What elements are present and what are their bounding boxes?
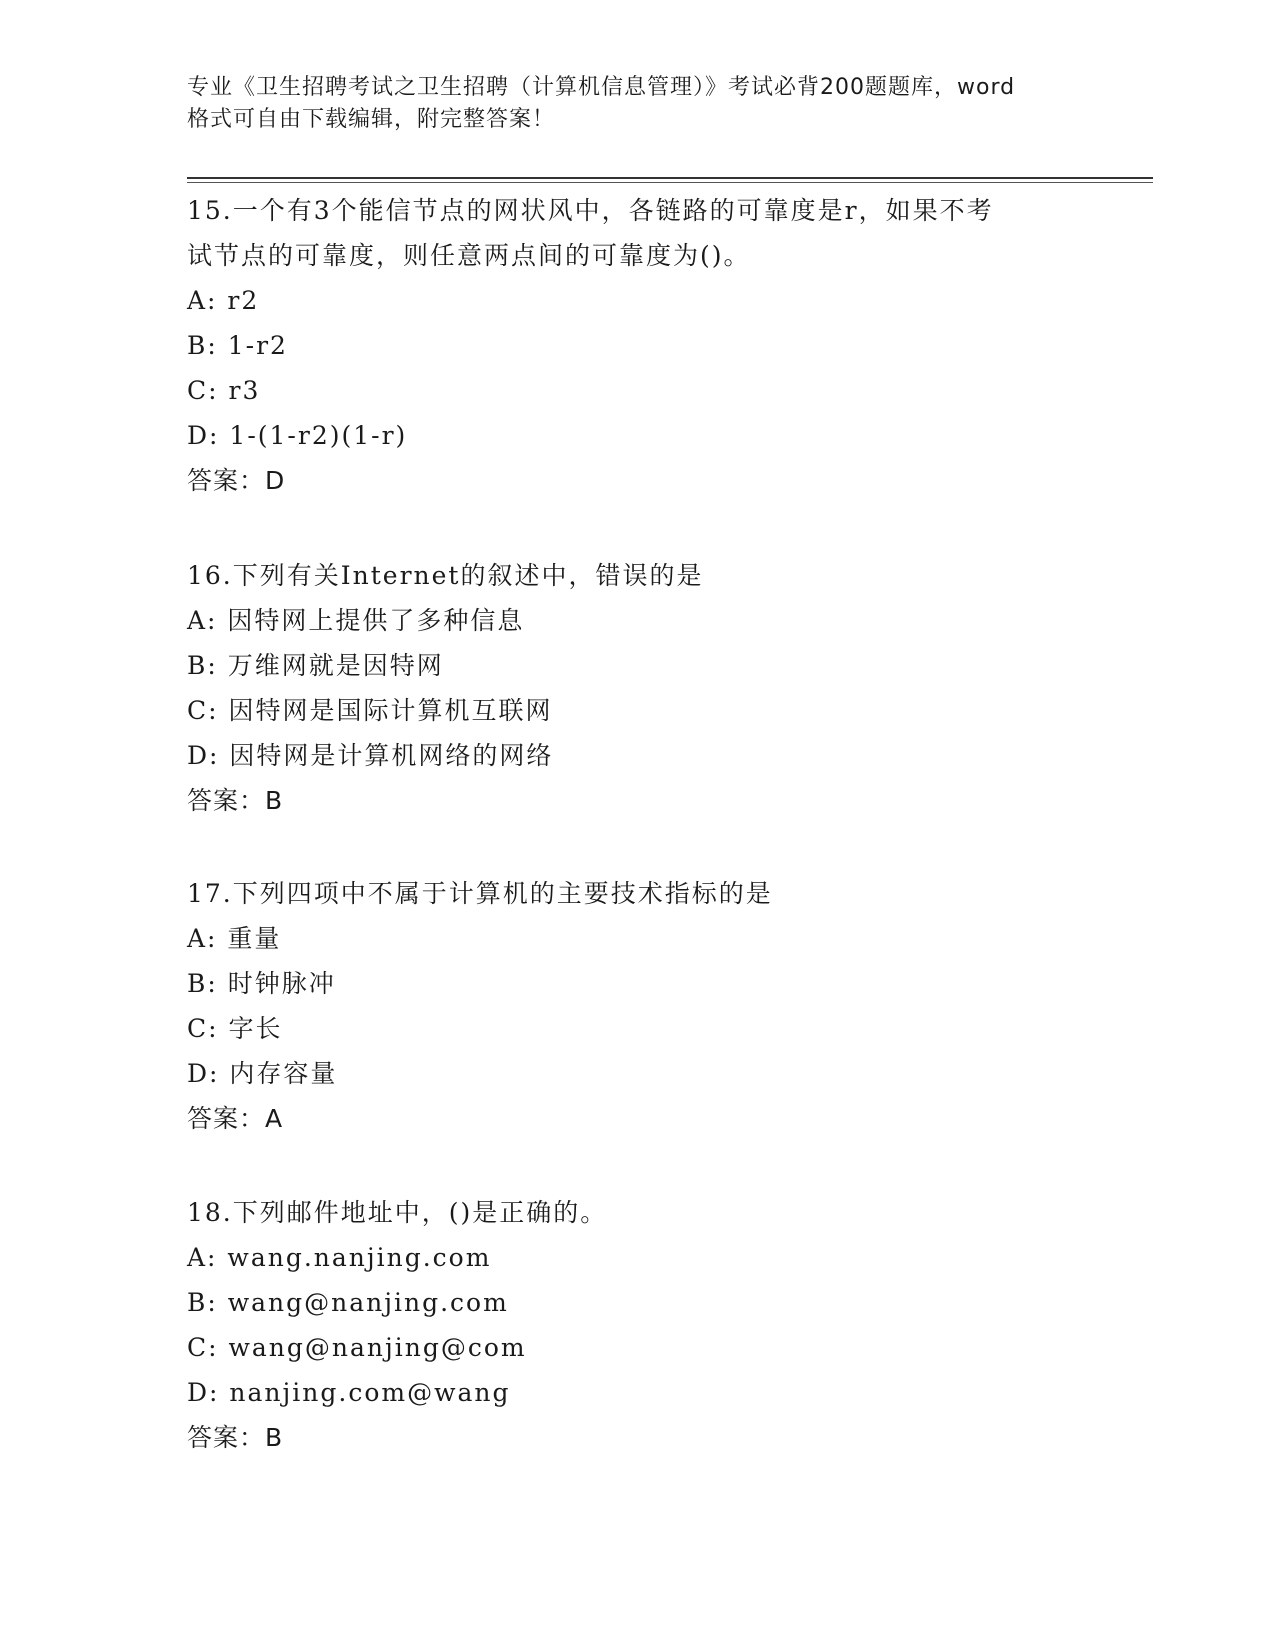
- answer-line: 答案：A: [187, 1104, 284, 1133]
- option-b: B: 万维网就是因特网: [187, 651, 444, 680]
- option-d: D: 1-(1-r2)(1-r): [187, 421, 408, 450]
- document-header: [187, 72, 1087, 136]
- header-line-2: 格式可自由下载编辑，附完整答案！: [187, 107, 556, 132]
- option-c: C: 字长: [187, 1014, 283, 1043]
- answer-line: 答案：B: [187, 1423, 284, 1452]
- answer-line: 答案：B: [187, 786, 284, 815]
- option-a: A: 重量: [187, 924, 282, 953]
- option-a: A: wang.nanjing.com: [187, 1243, 492, 1272]
- option-b: B: wang@nanjing.com: [187, 1288, 509, 1317]
- option-a: A: 因特网上提供了多种信息: [187, 606, 525, 635]
- header-line-1: 专业《卫生招聘考试之卫生招聘（计算机信息管理）》考试必背200题题库，word: [187, 75, 1016, 100]
- header-divider-thin: [187, 182, 1153, 183]
- option-c: C: 因特网是国际计算机互联网: [187, 696, 553, 725]
- option-d: D: nanjing.com@wang: [187, 1378, 511, 1407]
- question-text-line: 18.下列邮件地址中，()是正确的。: [187, 1198, 608, 1227]
- option-c: C: r3: [187, 376, 261, 405]
- header-divider-thick: [187, 177, 1153, 179]
- question-15: [187, 188, 1087, 503]
- question-17: [187, 871, 1087, 1141]
- answer-line: 答案：D: [187, 466, 286, 495]
- question-text-line: 15.一个有3个能信节点的网状风中，各链路的可靠度是r，如果不考: [187, 196, 994, 225]
- question-18: [187, 1190, 1087, 1460]
- option-d: D: 内存容量: [187, 1059, 338, 1088]
- question-text-line: 16.下列有关Internet的叙述中，错误的是: [187, 561, 704, 590]
- question-text-line: 试节点的可靠度，则任意两点间的可靠度为()。: [187, 241, 751, 270]
- option-b: B: 时钟脉冲: [187, 969, 336, 998]
- option-b: B: 1-r2: [187, 331, 288, 360]
- option-a: A: r2: [187, 286, 260, 315]
- option-c: C: wang@nanjing@com: [187, 1333, 527, 1362]
- option-d: D: 因特网是计算机网络的网络: [187, 741, 554, 770]
- question-16: [187, 553, 1087, 823]
- question-text-line: 17.下列四项中不属于计算机的主要技术指标的是: [187, 879, 773, 908]
